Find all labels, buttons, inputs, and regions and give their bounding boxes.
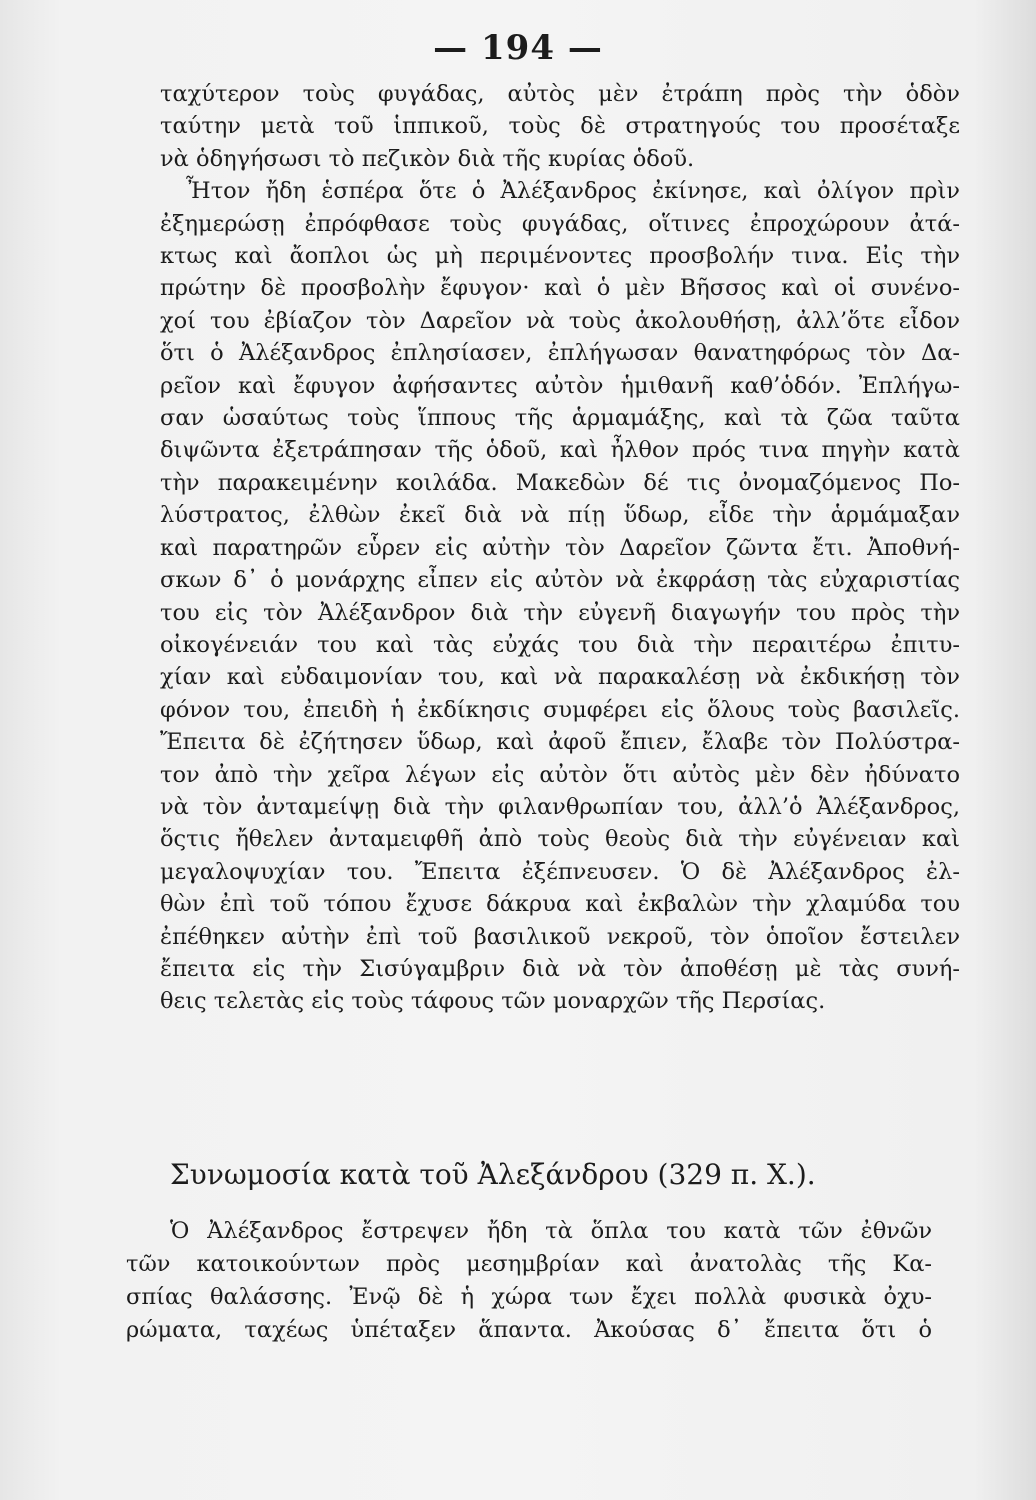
text-line: νὰ ὁδηγήσωσι τὸ πεζικὸν διὰ τῆς κυρίας ὁδοῦ.	[160, 145, 695, 172]
text-line: σπίας θαλάσσης. Ἐνῷ δὲ ἡ χώρα των ἔχει πολλὰ φυσικὰ ὀχυ-	[126, 1284, 932, 1310]
text-line: μεγαλοψυχίαν του. Ἔπειτα ἐξέπνευσεν. Ὁ δὲ Ἀλέξανδρος ἐλ-	[160, 858, 960, 885]
text-line: ἔπειτα εἰς τὴν Σισύγαμβριν διὰ νὰ τὸν ἀποθέσῃ μὲ τὰς συνή-	[160, 955, 960, 982]
text-line: οἰκογένειάν του καὶ τὰς εὐχάς του διὰ τὴν περαιτέρω ἐπιτυ-	[160, 631, 960, 658]
text-line: ταχύτερον τοὺς φυγάδας, αὐτὸς μὲν ἐτράπη πρὸς τὴν ὁδὸν	[160, 81, 960, 107]
text-line: λύστρατος, ἐλθὼν ἐκεῖ διὰ νὰ πίῃ ὕδωρ, εἶδε τὴν ἁρμάμαξαν	[160, 502, 960, 529]
text-line: τῶν κατοικούντων πρὸς μεσημβρίαν καὶ ἀνατολὰς τῆς Κα-	[126, 1251, 932, 1277]
section-heading: Συνωμοσία κατὰ τοῦ Ἀλεξάνδρου (329 π. Χ.).	[170, 1158, 816, 1191]
text-line: φόνον του, ἐπειδὴ ἡ ἐκδίκησις συμφέρει εἰς ὅλους τοὺς βασιλεῖς.	[160, 696, 960, 723]
main-text	[160, 78, 960, 1018]
text-line: θὼν ἐπὶ τοῦ τόπου ἔχυσε δάκρυα καὶ ἐκβαλὼν τὴν χλαμύδα του	[160, 891, 960, 918]
paragraph-3	[126, 1215, 932, 1347]
text-line: Ὁ Ἀλέξανδρος ἔστρεψεν ἤδη τὰ ὅπλα του κατὰ τῶν ἐθνῶν	[170, 1218, 932, 1244]
text-line: Ἦτον ἤδη ἑσπέρα ὅτε ὁ Ἀλέξανδρος ἐκίνησε, καὶ ὀλίγον πρὶν	[186, 178, 960, 205]
text-line: Ἔπειτα δὲ ἐζήτησεν ὕδωρ, καὶ ἀφοῦ ἔπιεν, ἔλαβε τὸν Πολύστρα-	[160, 729, 960, 756]
text-line: χίαν καὶ εὐδαιμονίαν του, καὶ νὰ παρακαλέσῃ νὰ ἐκδικήσῃ τὸν	[160, 664, 960, 691]
text-line: τον ἀπὸ τὴν χεῖρα λέγων εἰς αὐτὸν ὅτι αὐτὸς μὲν δὲν ἠδύνατο	[160, 761, 960, 788]
text-line: νὰ τὸν ἀνταμείψῃ διὰ τὴν φιλανθρωπίαν του, ἀλλ’ὁ Ἀλέξανδρος,	[160, 793, 960, 820]
text-line: ρεῖον καὶ ἔφυγον ἀφήσαντες αὐτὸν ἡμιθανῆ καθ’ὁδόν. Ἐπλήγω-	[160, 372, 960, 399]
paragraph-1	[160, 78, 960, 175]
text-line: ὅςτις ἤθελεν ἀνταμειφθῆ ἀπὸ τοὺς θεοὺς διὰ τὴν εὐγένειαν καὶ	[160, 826, 960, 853]
text-line: ρώματα, ταχέως ὑπέταξεν ἅπαντα. Ἀκούσας δ᾽ ἔπειτα ὅτι ὁ	[126, 1317, 932, 1343]
text-line: ταύτην μετὰ τοῦ ἱππικοῦ, τοὺς δὲ στρατηγούς του προσέταξε	[160, 113, 960, 140]
text-line: ὅτι ὁ Ἀλέξανδρος ἐπλησίασεν, ἐπλήγωσαν θανατηφόρως τὸν Δα-	[160, 340, 960, 367]
text-line: διψῶντα ἐξετράπησαν τῆς ὁδοῦ, καὶ ἦλθον πρός τινα πηγὴν κατὰ	[160, 437, 960, 464]
text-line: ἐξημερώσῃ ἐπρόφθασε τοὺς φυγάδας, οἵτινες ἐπροχώρουν ἀτά-	[160, 210, 960, 237]
text-line: χοί του ἐβίαζον τὸν Δαρεῖον νὰ τοὺς ἀκολουθήσῃ, ἀλλ’ὅτε εἶδον	[160, 307, 960, 334]
text-line: σαν ὡσαύτως τοὺς ἵππους τῆς ἁρμαμάξης, καὶ τὰ ζῶα ταῦτα	[160, 405, 960, 432]
text-line: τὴν παρακειμένην κοιλάδα. Μακεδὼν δέ τις ὀνομαζόμενος Πο-	[160, 469, 960, 496]
text-line: θεις τελετὰς εἰς τοὺς τάφους τῶν μοναρχῶν τῆς Περσίας.	[160, 988, 826, 1015]
page-number: — 194 —	[433, 28, 603, 68]
text-line: πρώτην δὲ προσβολὴν ἔφυγον· καὶ ὁ μὲν Βῆσσος καὶ οἱ συνένο-	[160, 275, 960, 302]
text-line: ἐπέθηκεν αὐτὴν ἐπὶ τοῦ βασιλικοῦ νεκροῦ, τὸν ὁποῖον ἔστειλεν	[160, 923, 960, 950]
paragraph-2	[160, 175, 960, 1018]
text-line: του εἰς τὸν Ἀλέξανδρον διὰ τὴν εὐγενῆ διαγωγήν του πρὸς τὴν	[160, 599, 960, 626]
text-line: καὶ παρατηρῶν εὗρεν εἰς αὐτὴν τὸν Δαρεῖον ζῶντα ἔτι. Ἀποθνή-	[160, 534, 960, 561]
text-line: κτως καὶ ἄοπλοι ὡς μὴ περιμένοντες προσβολήν τινα. Εἰς τὴν	[160, 243, 960, 270]
text-line: σκων δ᾽ ὁ μονάρχης εἶπεν εἰς αὐτὸν νὰ ἐκφράσῃ τὰς εὐχαριστίας	[160, 567, 960, 594]
